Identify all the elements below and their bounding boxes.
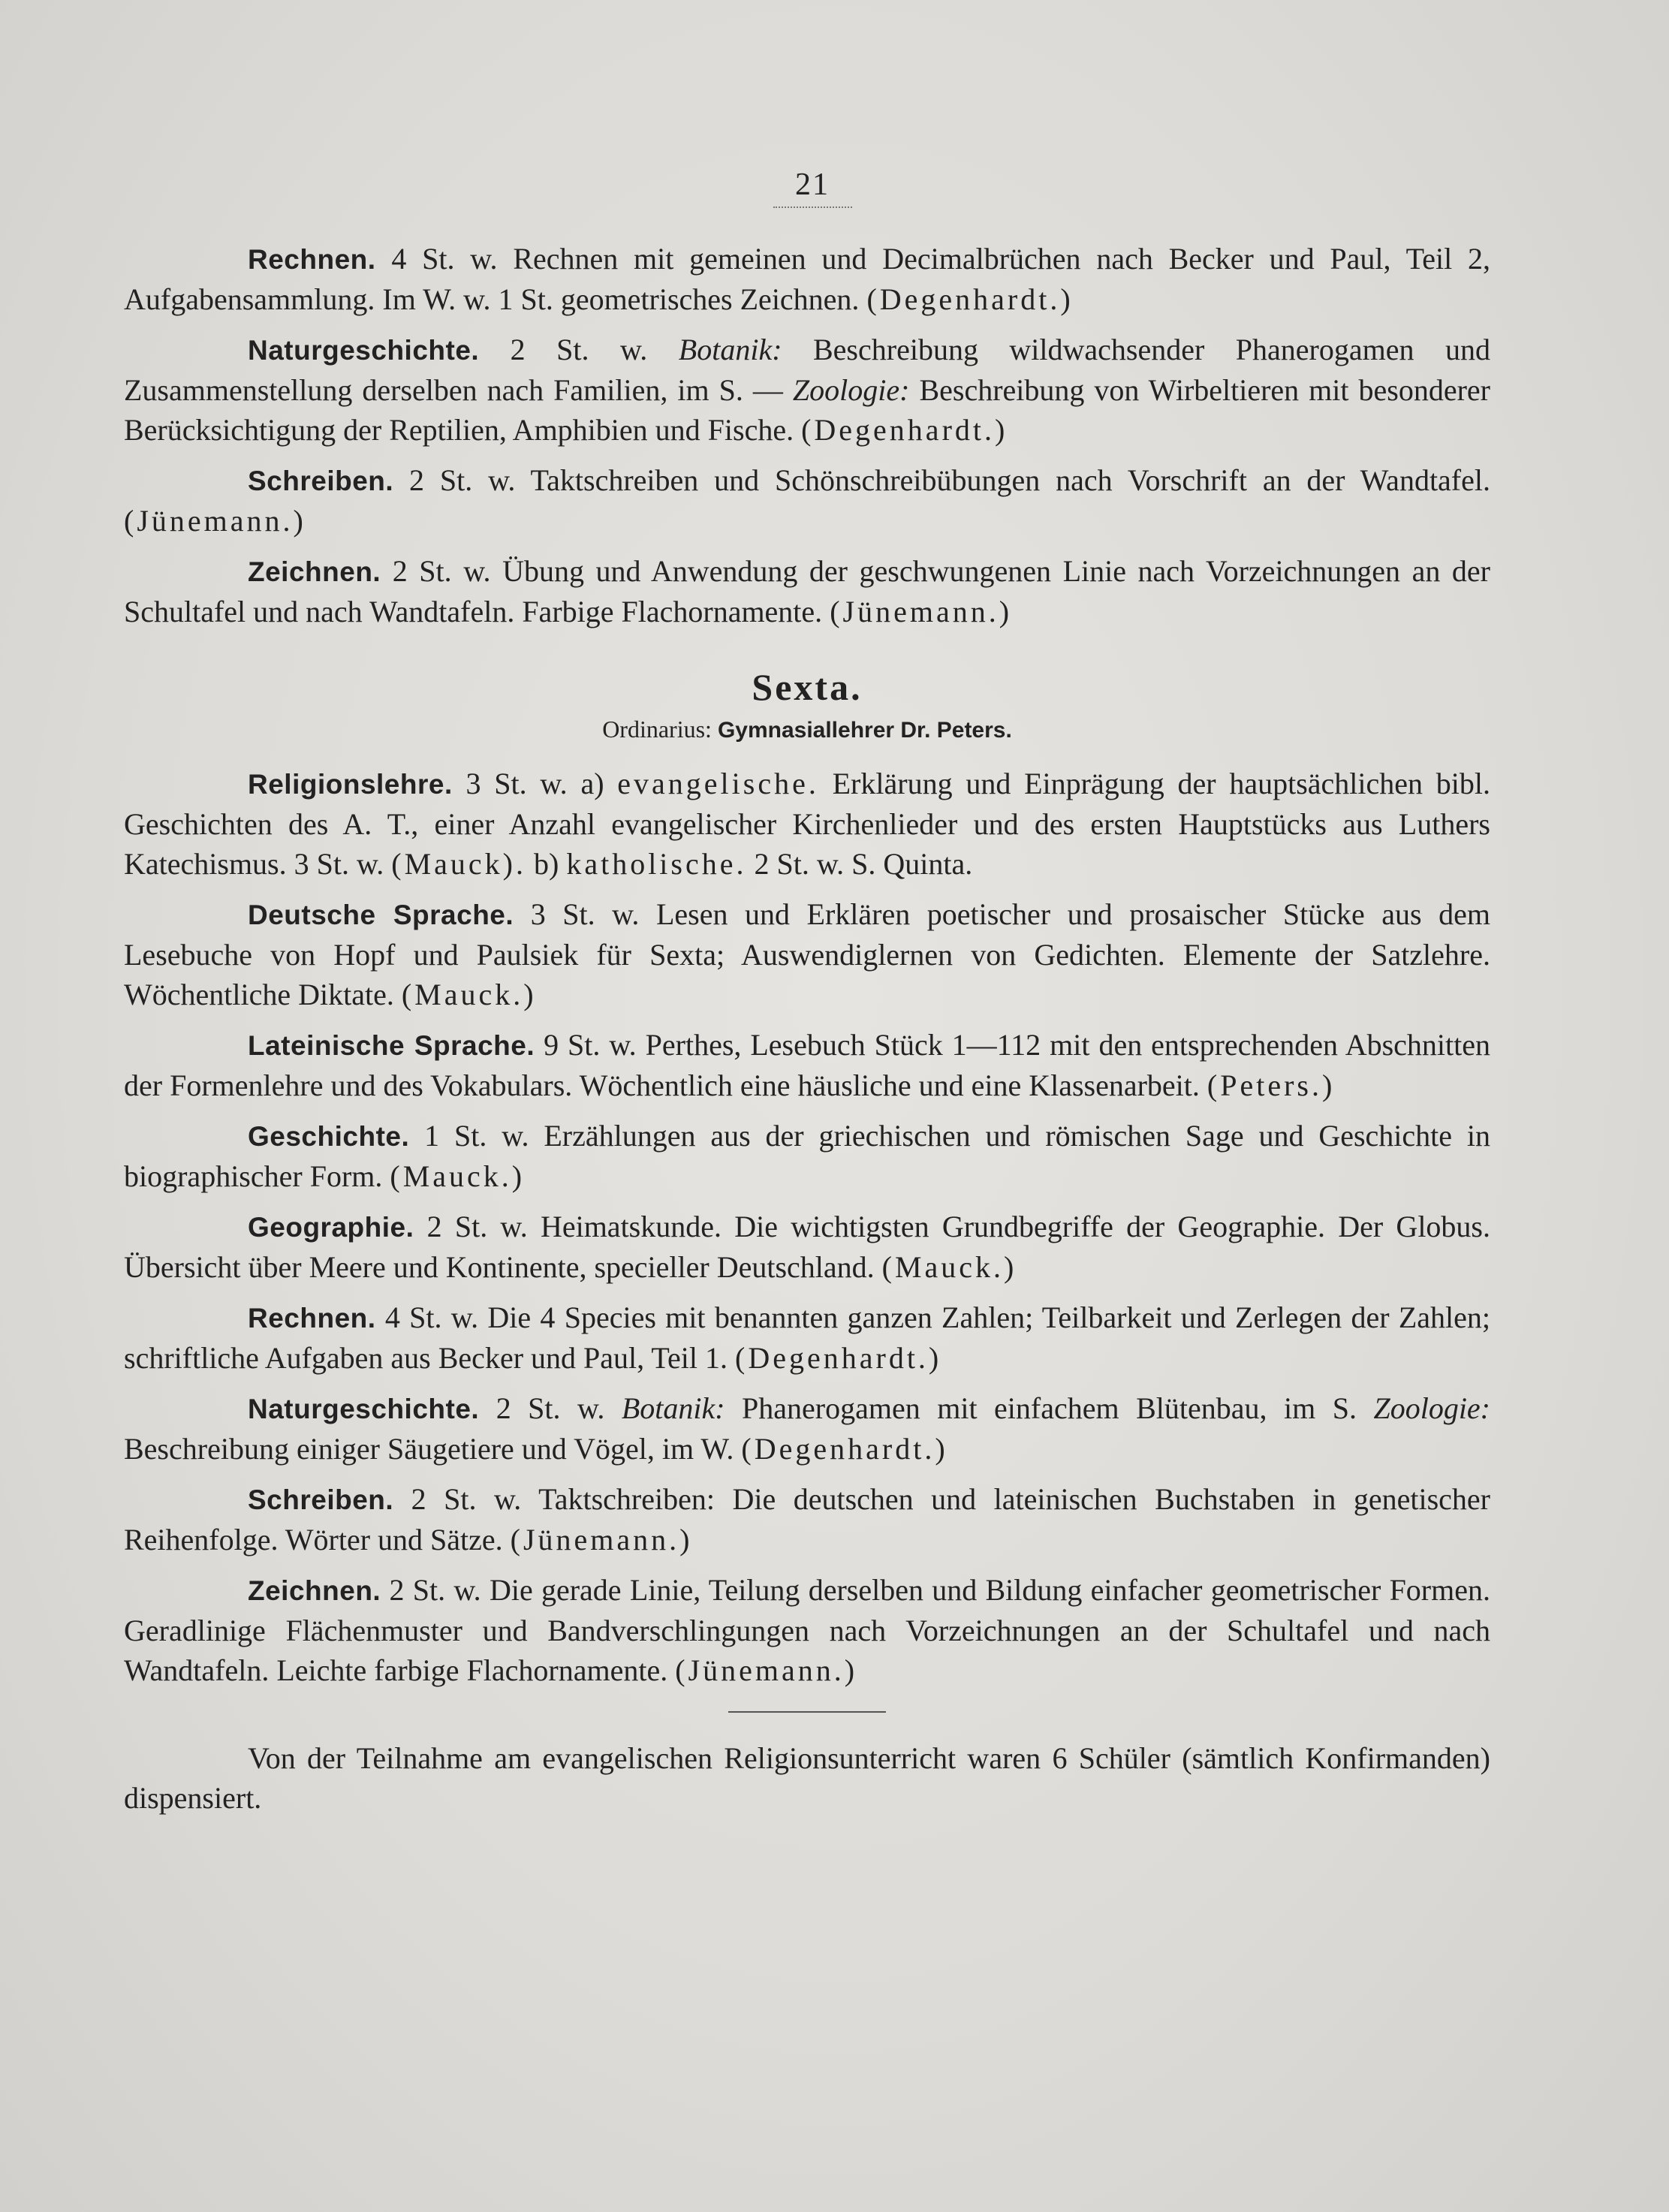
paragraph-text: Erklärung und Einprägung der hauptsächlichen bibl. Geschichten des A. T., einer Anzahl evangelischer Kirchenlieder und des ersten Hauptstücks aus Luthers Katechismus. 3 St. w. bbox=[124, 767, 1490, 881]
subject-heading: Rechnen. bbox=[248, 244, 376, 275]
paragraph-text: 4 St. w. Die 4 Species mit benannten ganzen Zahlen; Teilbarkeit und Zerlegen der Zahlen; schriftliche Aufgaben aus Becker und Paul, Teil 1. bbox=[124, 1300, 1490, 1375]
subject-heading: Rechnen. bbox=[248, 1303, 376, 1334]
section-heading-sexta: Sexta. bbox=[752, 666, 863, 708]
quinta-naturgeschichte-paragraph bbox=[124, 330, 1490, 450]
sexta-geschichte-paragraph bbox=[124, 1116, 1490, 1196]
subject-heading: Deutsche Sprache. bbox=[248, 900, 514, 930]
sexta-zeichnen-paragraph bbox=[124, 1570, 1490, 1690]
paragraph-text: 2 St. w. S. Quinta. bbox=[746, 847, 973, 881]
paragraph-text: 9 St. w. Perthes, Lesebuch Stück 1—112 mit den entsprechenden Abschnitten der Formenlehre und des Vokabulars. Wöchentlich eine häusliche und eine Klassenarbeit. bbox=[124, 1028, 1491, 1102]
sexta-schreiben-paragraph bbox=[124, 1479, 1490, 1560]
teacher-name: (Peters.) bbox=[1207, 1068, 1336, 1102]
paragraph-text: 2 St. w. Heimatskunde. Die wichtigsten Grundbegriffe der Geographie. Der Globus. Übersicht über Meere und Kontinente, specieller Deutschland. bbox=[124, 1210, 1490, 1284]
paragraph-text: 1 St. w. Erzählungen aus der griechischen und römischen Sage und Geschichte in biographischer Form. bbox=[124, 1119, 1490, 1193]
quinta-schreiben-paragraph bbox=[124, 460, 1490, 541]
teacher-name: (Mauck). bbox=[391, 847, 526, 881]
sexta-religion-paragraph bbox=[124, 764, 1490, 884]
paragraph-text: 3 St. w. a) bbox=[452, 767, 618, 800]
denomination-label: katholische. bbox=[566, 847, 747, 881]
sexta-deutsch-paragraph bbox=[124, 894, 1490, 1014]
topic-label: Botanik: bbox=[678, 333, 782, 366]
page-body bbox=[124, 239, 1490, 1828]
subject-heading: Zeichnen. bbox=[248, 556, 381, 587]
teacher-name: (Mauck.) bbox=[401, 978, 537, 1011]
section-divider bbox=[728, 1711, 886, 1713]
paragraph-text: 2 St. w. bbox=[479, 1391, 622, 1425]
sexta-geographie-paragraph bbox=[124, 1207, 1490, 1287]
paragraph-text: 2 St. w. Taktschreiben: Die deutschen und lateinischen Buchstaben in genetischer Reihenfolge. Wörter und Sätze. bbox=[124, 1482, 1490, 1557]
quinta-rechnen-paragraph bbox=[124, 239, 1490, 319]
paragraph-text: Beschreibung wildwachsender Phanerogamen und Zusammenstellung derselben nach Familien, im S. — bbox=[124, 333, 1490, 407]
ordinarius-line bbox=[124, 713, 1490, 747]
subject-heading: Naturgeschichte. bbox=[248, 1394, 480, 1424]
sexta-rechnen-paragraph bbox=[124, 1297, 1490, 1378]
teacher-name: (Jünemann.) bbox=[830, 595, 1013, 628]
sexta-latein-paragraph bbox=[124, 1025, 1490, 1105]
teacher-name: (Degenhardt.) bbox=[801, 413, 1008, 447]
page-number: 21 bbox=[795, 167, 830, 202]
teacher-name: (Mauck.) bbox=[390, 1159, 526, 1193]
paragraph-text: b) bbox=[526, 847, 567, 881]
paragraph-text: Beschreibung von Wirbeltieren mit besonderer Berücksichtigung der Reptilien, Amphibien und Fische. bbox=[124, 373, 1490, 447]
teacher-name: (Degenhardt.) bbox=[735, 1341, 942, 1375]
paragraph-text: 4 St. w. Rechnen mit gemeinen und Decimalbrüchen nach Becker und Paul, Teil 2, Aufgabensammlung. Im W. w. 1 St. geometrisches Zeichnen. bbox=[124, 242, 1490, 316]
paragraph-text: Phanerogamen mit einfachem Blütenbau, im S. bbox=[725, 1391, 1374, 1425]
subject-heading: Religionslehre. bbox=[248, 769, 453, 800]
subject-heading: Geographie. bbox=[248, 1212, 414, 1243]
paragraph-text: 2 St. w. bbox=[479, 333, 679, 366]
teacher-name: (Jünemann.) bbox=[675, 1653, 858, 1687]
subject-heading: Zeichnen. bbox=[248, 1575, 381, 1606]
teacher-name: (Jünemann.) bbox=[510, 1523, 693, 1557]
subject-heading: Schreiben. bbox=[248, 466, 394, 496]
subject-heading: Geschichte. bbox=[248, 1121, 410, 1152]
ordinarius-name: Gymnasiallehrer Dr. Peters. bbox=[717, 718, 1012, 743]
paragraph-text: 2 St. w. Die gerade Linie, Teilung derselben und Bildung einfacher geometrischer Formen. Geradlinige Flächenmuster und Bandverschlingungen nach Vorzeichnungen an der Schultafel und nach Wandtafeln. Leichte farbige Flachornamente. bbox=[124, 1573, 1490, 1687]
sexta-naturgeschichte-paragraph bbox=[124, 1388, 1490, 1469]
paragraph-text: 2 St. w. Taktschreiben und Schönschreibübungen nach Vorschrift an der Wandtafel. bbox=[393, 463, 1490, 497]
subject-heading: Schreiben. bbox=[248, 1484, 394, 1515]
paragraph-text: 3 St. w. Lesen und Erklären poetischer und prosaischer Stücke aus dem Lesebuche von Hopf und Paulsiek für Sexta; Auswendiglernen von Gedichten. Elemente der Satzlehre. Wöchentliche Diktate. bbox=[124, 897, 1490, 1011]
topic-label: Zoologie: bbox=[792, 373, 910, 407]
teacher-name: (Degenhardt.) bbox=[866, 282, 1074, 316]
teacher-name: (Jünemann.) bbox=[124, 504, 306, 538]
teacher-name: (Mauck.) bbox=[881, 1250, 1017, 1284]
quinta-zeichnen-paragraph bbox=[124, 551, 1490, 631]
teacher-name: (Degenhardt.) bbox=[741, 1432, 948, 1466]
ordinarius-label: Ordinarius: bbox=[602, 716, 712, 743]
footnote-paragraph: Von der Teilnahme am evangelischen Religionsunterricht waren 6 Schüler (sämtlich Konfirmanden) dispensiert. bbox=[124, 1741, 1490, 1815]
paragraph-text: 2 St. w. Übung und Anwendung der geschwungenen Linie nach Vorzeichnungen an der Schultafel und nach Wandtafeln. Farbige Flachornamente. bbox=[124, 554, 1490, 628]
subject-heading: Naturgeschichte. bbox=[248, 335, 480, 366]
paragraph-text: Beschreibung einiger Säugetiere und Vögel, im W. bbox=[124, 1432, 742, 1466]
page-number-ornament bbox=[773, 206, 852, 208]
topic-label: Botanik: bbox=[621, 1391, 725, 1425]
denomination-label: evangelische. bbox=[617, 767, 819, 800]
subject-heading: Lateinische Sprache. bbox=[248, 1030, 535, 1061]
topic-label: Zoologie: bbox=[1373, 1391, 1490, 1425]
